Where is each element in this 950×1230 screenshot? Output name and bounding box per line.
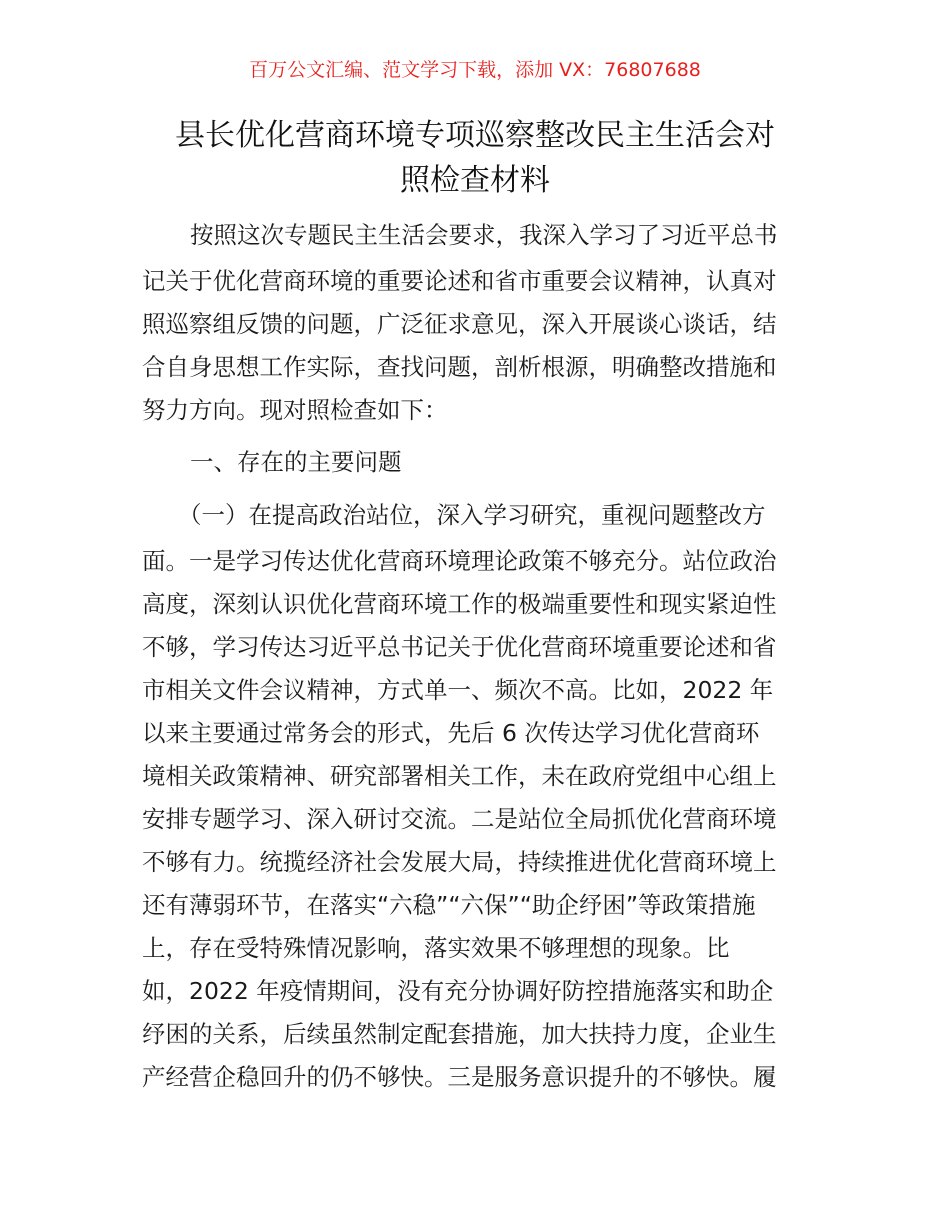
body-line: 不够有力。统揽经济社会发展大局，持续推进优化营商环境上 [142,848,777,876]
section-heading: 一、存在的主要问题 [190,448,402,476]
body-line: 上，存在受特殊情况影响，落实效果不够理想的现象。比 [142,934,730,962]
body-line: 面。一是学习传达优化营商环境理论政策不够充分。站位政治 [142,547,777,575]
body-line: 努力方向。现对照检查如下： [142,396,448,424]
document-title-line-1: 县长优化营商环境专项巡察整改民主生活会对 [175,118,775,153]
body-line: （一）在提高政治站位，深入学习研究，重视问题整改方 [178,501,766,529]
body-line: 产经营企稳回升的仍不够快。三是服务意识提升的不够快。履 [142,1063,777,1091]
body-line: 按照这次专题民主生活会要求，我深入学习了习近平总书 [190,221,778,249]
body-line: 合自身思想工作实际，查找问题，剖析根源，明确整改措施和 [142,353,777,381]
document-title-line-2: 照检查材料 [400,163,550,198]
header-watermark: 百万公文汇编、范文学习下载，添加 VX：76807688 [249,59,701,81]
body-line: 市相关文件会议精神，方式单一、频次不高。比如，2022 年 [142,676,774,704]
body-line: 记关于优化营商环境的重要论述和省市重要会议精神，认真对 [142,267,777,295]
body-line: 照巡察组反馈的问题，广泛征求意见，深入开展谈心谈话，结 [142,310,777,338]
body-line: 如，2022 年疫情期间，没有充分协调好防控措施落实和助企 [142,977,774,1005]
body-line: 安排专题学习、深入研讨交流。二是站位全局抓优化营商环境 [142,805,777,833]
body-line: 不够，学习传达习近平总书记关于优化营商环境重要论述和省 [142,633,777,661]
body-line: 高度，深刻认识优化营商环境工作的极端重要性和现实紧迫性 [142,590,777,618]
body-line: 境相关政策精神、研究部署相关工作，未在政府党组中心组上 [142,762,777,790]
body-line: 还有薄弱环节，在落实“六稳”“六保”“助企纾困”等政策措施 [142,891,756,919]
body-line: 以来主要通过常务会的形式，先后 6 次传达学习优化营商环 [142,719,760,747]
body-line: 纾困的关系，后续虽然制定配套措施，加大扶持力度，企业生 [142,1020,777,1048]
